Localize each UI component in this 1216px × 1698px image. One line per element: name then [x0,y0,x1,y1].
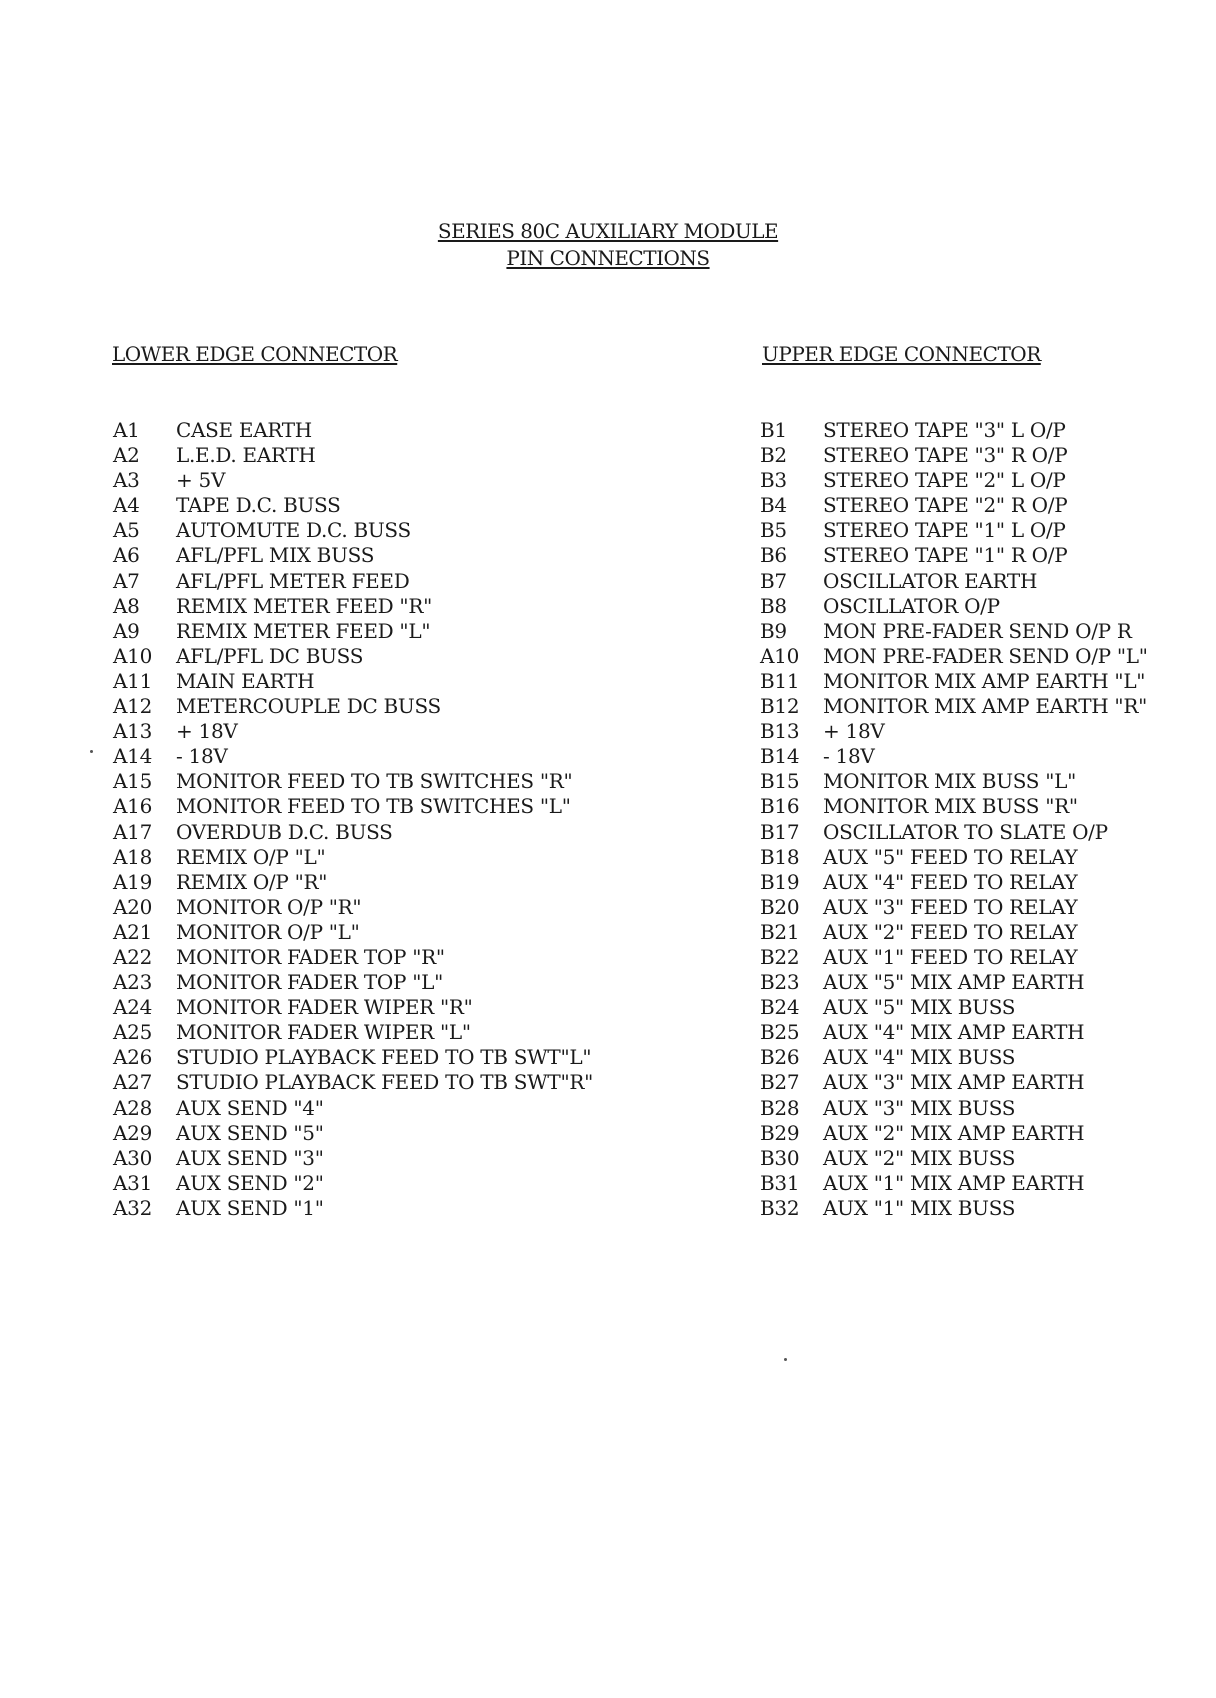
upper-pin-row [760,820,1148,845]
pin-number: A24 [113,995,152,1020]
pin-number: B21 [760,919,800,944]
page-speck [784,1358,787,1361]
lower-pin-row [113,769,593,794]
upper-pin-row [760,1171,1148,1196]
pin-description: AUX SEND "2" [176,1170,324,1195]
pin-description: AUX "4" FEED TO RELAY [823,869,1078,894]
document-title [0,218,1216,272]
pin-number: B27 [760,1070,800,1095]
pin-number: A21 [113,919,152,944]
pin-number: A23 [113,970,152,995]
pin-number: B25 [760,1020,800,1045]
lower-pin-row [113,443,593,468]
lower-pin-row [113,418,593,443]
pin-description: MONITOR FADER WIPER "R" [176,995,473,1020]
pin-description: AUX "2" MIX BUSS [823,1145,1016,1170]
pin-number: B17 [760,819,800,844]
upper-pin-row [760,619,1148,644]
pin-description: MONITOR FADER TOP "R" [176,944,445,969]
pin-description: MAIN EARTH [176,668,315,693]
pin-number: A25 [113,1020,152,1045]
pin-number: A19 [113,869,152,894]
pin-number: A22 [113,944,152,969]
pin-description: + 18V [823,719,885,744]
pin-description: L.E.D. EARTH [176,443,316,468]
pin-description: MON PRE-FADER SEND O/P "L" [823,643,1148,668]
upper-pin-row [760,694,1148,719]
pin-number: B15 [760,769,800,794]
upper-pin-row [760,1045,1148,1070]
pin-number: A10 [760,643,799,668]
pin-description: AUX "5" MIX AMP EARTH [823,970,1085,995]
pin-number: B2 [760,443,787,468]
upper-pin-row [760,1020,1148,1045]
lower-pin-row [113,870,593,895]
pin-number: A32 [113,1195,152,1220]
pin-number: B5 [760,518,787,543]
pin-number: B22 [760,944,800,969]
pin-number: A1 [113,418,140,442]
lower-pin-row [113,669,593,694]
lower-pin-row [113,619,593,644]
pin-description: TAPE D.C. BUSS [176,493,341,518]
upper-pin-row [760,970,1148,995]
pin-description: - 18V [176,744,228,769]
pin-description: STEREO TAPE "1" L O/P [823,518,1066,543]
lower-pin-row [113,1146,593,1171]
pin-description: STUDIO PLAYBACK FEED TO TB SWT"L" [176,1045,592,1070]
lower-connector-heading: LOWER EDGE CONNECTOR [112,342,398,366]
pin-number: A9 [113,618,140,643]
pin-number: A2 [113,443,140,468]
upper-pin-row [760,1196,1148,1221]
pin-description: AUX "1" MIX AMP EARTH [823,1170,1085,1195]
pin-description: OSCILLATOR TO SLATE O/P [823,819,1108,844]
lower-pin-row [113,543,593,568]
pin-description: AUX SEND "4" [176,1095,324,1120]
lower-pin-row [113,945,593,970]
pin-number: B4 [760,493,787,518]
pin-description: STEREO TAPE "2" L O/P [823,468,1066,493]
pin-number: B24 [760,995,800,1020]
pin-number: A20 [113,894,152,919]
lower-pin-row [113,518,593,543]
pin-description: MONITOR MIX AMP EARTH "R" [823,694,1147,719]
pin-number: A15 [113,769,152,794]
upper-connector-heading: UPPER EDGE CONNECTOR [762,342,1041,366]
lower-pin-row [113,820,593,845]
pin-number: A28 [113,1095,152,1120]
lower-pin-row [113,920,593,945]
pin-number: A5 [113,518,140,543]
upper-pin-row [760,1146,1148,1171]
upper-pin-row [760,744,1148,769]
lower-pin-row [113,644,593,669]
pin-description: MONITOR FEED TO TB SWITCHES "R" [176,769,573,794]
lower-pin-row [113,468,593,493]
pin-number: A8 [113,593,140,618]
pin-description: AFL/PFL METER FEED [176,568,410,593]
pin-number: A14 [113,744,152,769]
upper-pin-list [760,418,1148,1221]
pin-description: REMIX O/P "R" [176,869,328,894]
pin-number: B20 [760,894,800,919]
pin-description: AUX "5" FEED TO RELAY [823,844,1078,869]
upper-pin-row [760,719,1148,744]
pin-number: B13 [760,719,800,744]
pin-description: AUX "5" MIX BUSS [823,995,1016,1020]
pin-description: AUX SEND "5" [176,1120,324,1145]
upper-pin-row [760,468,1148,493]
upper-pin-row [760,895,1148,920]
pin-description: MONITOR O/P "R" [176,894,362,919]
pin-number: A13 [113,719,152,744]
pin-number: B28 [760,1095,800,1120]
upper-pin-row [760,594,1148,619]
lower-pin-row [113,1171,593,1196]
pin-number: A29 [113,1120,152,1145]
lower-pin-row [113,1121,593,1146]
pin-number: A30 [113,1145,152,1170]
pin-number: B9 [760,618,787,643]
lower-pin-row [113,694,593,719]
pin-description: REMIX METER FEED "R" [176,593,432,618]
pin-number: A3 [113,468,140,493]
pin-number: B16 [760,794,800,819]
pin-description: MONITOR MIX BUSS "R" [823,794,1078,819]
pin-number: B30 [760,1145,800,1170]
lower-pin-list [113,418,593,1221]
pin-description: AUX "4" MIX AMP EARTH [823,1020,1085,1045]
pin-number: B26 [760,1045,800,1070]
upper-pin-row [760,794,1148,819]
pin-description: AUX "3" FEED TO RELAY [823,894,1078,919]
pin-number: A7 [113,568,140,593]
upper-pin-row [760,1070,1148,1095]
pin-number: B14 [760,744,800,769]
pin-description: MONITOR FEED TO TB SWITCHES "L" [176,794,571,819]
pin-description: STUDIO PLAYBACK FEED TO TB SWT"R" [176,1070,594,1095]
pin-number: B19 [760,869,800,894]
lower-pin-row [113,845,593,870]
pin-description: STEREO TAPE "3" R O/P [823,443,1068,468]
upper-pin-row [760,845,1148,870]
pin-description: + 18V [176,719,238,744]
pin-number: A6 [113,543,140,568]
page-speck [90,750,93,753]
lower-pin-row [113,569,593,594]
pin-number: B29 [760,1120,800,1145]
pin-number: A26 [113,1045,152,1070]
pin-description: AUX "4" MIX BUSS [823,1045,1016,1070]
upper-pin-row [760,1096,1148,1121]
lower-pin-row [113,1045,593,1070]
lower-pin-row [113,1096,593,1121]
pin-description: REMIX METER FEED "L" [176,618,431,643]
upper-pin-row [760,543,1148,568]
pin-description: OSCILLATOR EARTH [823,568,1038,593]
pin-number: B11 [760,668,800,693]
pin-number: B3 [760,468,787,493]
lower-pin-row [113,794,593,819]
lower-pin-row [113,493,593,518]
pin-description: AUX "2" MIX AMP EARTH [823,1120,1085,1145]
pin-number: B1 [760,418,787,442]
upper-pin-row [760,669,1148,694]
pin-description: STEREO TAPE "1" R O/P [823,543,1068,568]
upper-pin-row [760,518,1148,543]
lower-pin-row [113,719,593,744]
pin-description: OVERDUB D.C. BUSS [176,819,393,844]
pin-number: A31 [113,1170,152,1195]
pin-description: AUX "3" MIX BUSS [823,1095,1016,1120]
lower-pin-row [113,1070,593,1095]
pin-number: B32 [760,1195,800,1220]
upper-pin-row [760,644,1148,669]
lower-pin-row [113,895,593,920]
pin-description: MONITOR O/P "L" [176,919,360,944]
pin-description: METERCOUPLE DC BUSS [176,694,441,719]
pin-number: A18 [113,844,152,869]
title-line-2: PIN CONNECTIONS [506,246,710,270]
pin-description: REMIX O/P "L" [176,844,326,869]
pin-description: - 18V [823,744,875,769]
lower-pin-row [113,1196,593,1221]
lower-pin-row [113,970,593,995]
pin-description: AUX "3" MIX AMP EARTH [823,1070,1085,1095]
pin-description: AFL/PFL DC BUSS [176,643,364,668]
pin-number: B31 [760,1170,800,1195]
upper-pin-row [760,945,1148,970]
pin-description: MONITOR MIX BUSS "L" [823,769,1077,794]
upper-pin-row [760,1121,1148,1146]
pin-description: STEREO TAPE "2" R O/P [823,493,1068,518]
lower-pin-row [113,594,593,619]
pin-description: AUX SEND "3" [176,1145,324,1170]
upper-pin-row [760,995,1148,1020]
pin-number: B8 [760,593,787,618]
pin-description: AUX SEND "1" [176,1195,324,1220]
pin-number: B12 [760,694,800,719]
upper-pin-row [760,418,1148,443]
pin-number: B23 [760,970,800,995]
upper-pin-row [760,443,1148,468]
upper-pin-row [760,493,1148,518]
pin-description: AUX "1" FEED TO RELAY [823,944,1078,969]
pin-number: A12 [113,694,152,719]
upper-pin-row [760,769,1148,794]
pin-description: OSCILLATOR O/P [823,593,1000,618]
pin-description: MONITOR FADER WIPER "L" [176,1020,471,1045]
pin-description: AUTOMUTE D.C. BUSS [176,518,411,543]
upper-pin-row [760,569,1148,594]
upper-pin-row [760,920,1148,945]
pin-description: AFL/PFL MIX BUSS [176,543,375,568]
pin-description: AUX "1" MIX BUSS [823,1195,1016,1220]
pin-description: MONITOR MIX AMP EARTH "L" [823,668,1146,693]
lower-pin-row [113,995,593,1020]
pin-number: A4 [113,493,140,518]
pin-number: A16 [113,794,152,819]
pin-description: AUX "2" FEED TO RELAY [823,919,1078,944]
pin-description: CASE EARTH [176,418,312,442]
pin-number: A27 [113,1070,152,1095]
pin-number: B6 [760,543,787,568]
pin-description: MONITOR FADER TOP "L" [176,970,443,995]
pin-number: A17 [113,819,152,844]
lower-pin-row [113,1020,593,1045]
pin-description: + 5V [176,468,226,493]
title-line-1: SERIES 80C AUXILIARY MODULE [437,219,779,243]
lower-pin-row [113,744,593,769]
pin-number: B18 [760,844,800,869]
pin-number: B7 [760,568,787,593]
pin-number: A10 [113,643,152,668]
pin-number: A11 [113,668,152,693]
pin-description: STEREO TAPE "3" L O/P [823,418,1066,442]
upper-pin-row [760,870,1148,895]
pin-description: MON PRE-FADER SEND O/P R [823,618,1132,643]
